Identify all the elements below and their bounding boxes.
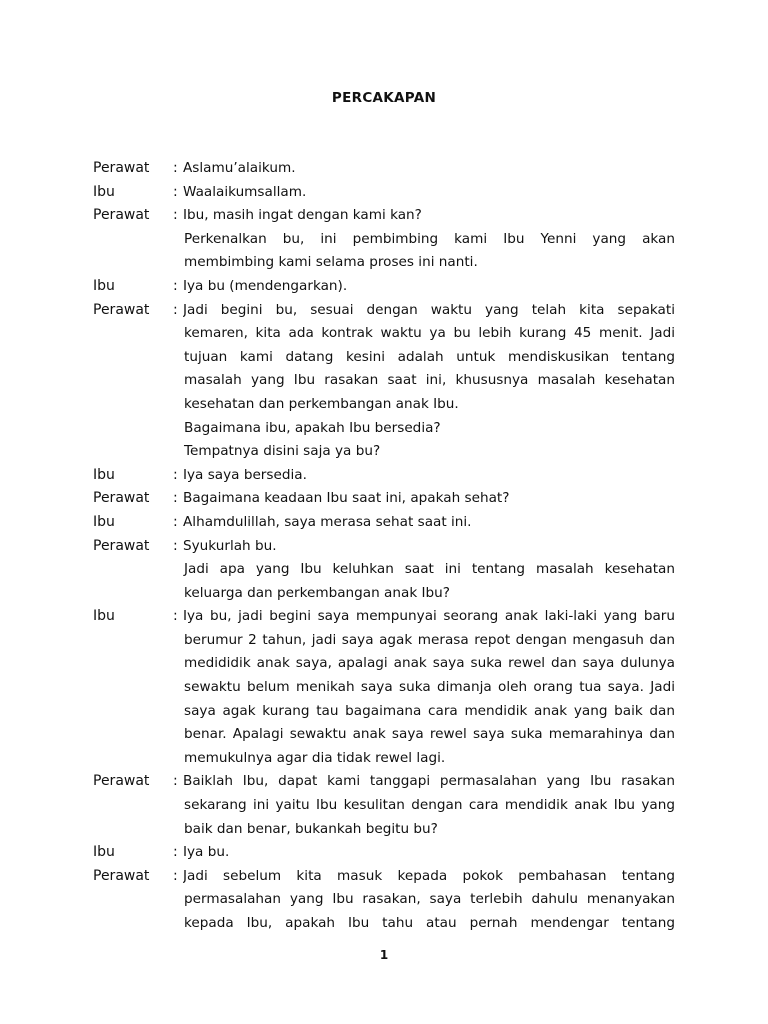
speaker-label: Ibu bbox=[93, 277, 115, 294]
utterance-line: baik dan benar, bukankah begitu bu? bbox=[184, 820, 438, 837]
utterance-line: tujuan kami datang kesini adalah untuk mendiskusikan tentang bbox=[184, 348, 675, 365]
utterance-line: Alhamdulillah, saya merasa sehat saat ini. bbox=[183, 513, 472, 530]
dialogue-turn bbox=[93, 299, 675, 464]
dialogue-turn bbox=[93, 511, 675, 535]
utterance-line: kepada Ibu, apakah Ibu tahu atau pernah mendengar tentang bbox=[184, 915, 675, 931]
utterance bbox=[183, 865, 675, 936]
speaker-label: Perawat bbox=[93, 773, 150, 790]
utterance-line: kemaren, kita ada kontrak waktu ya bu lebih kurang 45 menit. Jadi bbox=[184, 325, 675, 342]
page-number: 1 bbox=[379, 948, 389, 962]
utterance-line: Perkenalkan bu, ini pembimbing kami Ibu Yenni yang akan bbox=[184, 230, 675, 247]
utterance-line: keluarga dan perkembangan anak Ibu? bbox=[184, 584, 450, 601]
speaker-label: Ibu bbox=[93, 608, 115, 625]
utterance-line: Bagaimana ibu, apakah Ibu bersedia? bbox=[184, 419, 441, 436]
utterance-line: Iya bu. bbox=[183, 844, 230, 861]
dialogue-turn bbox=[93, 865, 675, 936]
utterance bbox=[183, 605, 675, 770]
utterance bbox=[183, 841, 675, 865]
speaker-colon: : bbox=[173, 844, 178, 861]
speaker-label: Perawat bbox=[93, 537, 150, 554]
utterance bbox=[183, 204, 675, 275]
page-title: PERCAKAPAN bbox=[331, 90, 437, 106]
utterance-line: Aslamu’alaikum. bbox=[183, 160, 296, 176]
utterance-line: Tempatnya disini saja ya bu? bbox=[184, 443, 381, 460]
utterance-line: membimbing kami selama proses ini nanti. bbox=[184, 254, 478, 271]
dialogue-turn bbox=[93, 181, 675, 205]
utterance-line: benar. Apalagi sewaktu anak saya rewel saya suka memarahinya dan bbox=[184, 726, 675, 743]
dialogue-turn bbox=[93, 770, 675, 841]
utterance-line: memukulnya agar dia tidak rewel lagi. bbox=[184, 749, 446, 766]
speaker-colon: : bbox=[173, 867, 178, 884]
speaker-label: Ibu bbox=[93, 513, 115, 530]
dialogue-turn bbox=[93, 157, 675, 181]
utterance-line: Jadi sebelum kita masuk kepada pokok pembahasan tentang bbox=[183, 867, 675, 884]
dialogue-turn bbox=[93, 535, 675, 606]
utterance-line: masalah yang Ibu rasakan saat ini, khususnya masalah kesehatan bbox=[184, 372, 675, 389]
speaker-label: Perawat bbox=[93, 867, 150, 884]
utterance bbox=[183, 535, 675, 606]
utterance-line: sekarang ini yaitu Ibu kesulitan dengan cara mendidik anak Ibu yang bbox=[184, 797, 675, 814]
utterance-line: Syukurlah bu. bbox=[183, 537, 277, 554]
utterance-line: Iya bu (mendengarkan). bbox=[183, 277, 348, 294]
speaker-label: Ibu bbox=[93, 466, 115, 483]
speaker-colon: : bbox=[173, 301, 178, 318]
utterance bbox=[183, 157, 675, 181]
utterance bbox=[183, 181, 675, 205]
dialogue-turn bbox=[93, 487, 675, 511]
speaker-colon: : bbox=[173, 160, 178, 176]
utterance-line: Ibu, masih ingat dengan kami kan? bbox=[183, 207, 422, 224]
utterance-line: Waalaikumsallam. bbox=[183, 183, 307, 200]
utterance bbox=[183, 487, 675, 511]
utterance-line: sewaktu belum menikah saya suka dimanja oleh orang tua saya. Jadi bbox=[184, 679, 675, 696]
utterance-line: medididik anak saya, apalagi anak saya suka rewel dan saya dulunya bbox=[184, 655, 675, 672]
dialogue-transcript bbox=[93, 157, 675, 936]
dialogue-turn bbox=[93, 464, 675, 488]
speaker-label: Perawat bbox=[93, 207, 150, 224]
utterance bbox=[183, 299, 675, 464]
utterance-line: berumur 2 tahun, jadi saya agak merasa repot dengan mengasuh dan bbox=[184, 631, 675, 648]
utterance bbox=[183, 511, 675, 535]
dialogue-turn bbox=[93, 275, 675, 299]
speaker-colon: : bbox=[173, 490, 178, 507]
utterance-line: saya agak kurang tau bagaimana cara mendidik anak yang baik dan bbox=[184, 702, 675, 719]
speaker-colon: : bbox=[173, 277, 178, 294]
speaker-colon: : bbox=[173, 466, 178, 483]
speaker-colon: : bbox=[173, 773, 178, 790]
speaker-colon: : bbox=[173, 183, 178, 200]
dialogue-turn bbox=[93, 605, 675, 770]
utterance-line: Jadi apa yang Ibu keluhkan saat ini tentang masalah kesehatan bbox=[184, 561, 675, 578]
dialogue-turn bbox=[93, 204, 675, 275]
speaker-colon: : bbox=[173, 513, 178, 530]
speaker-label: Ibu bbox=[93, 844, 115, 861]
utterance-line: Bagaimana keadaan Ibu saat ini, apakah sehat? bbox=[183, 490, 510, 507]
speaker-label: Ibu bbox=[93, 183, 115, 200]
utterance-line: permasalahan yang Ibu rasakan, saya terlebih dahulu menanyakan bbox=[184, 891, 675, 908]
speaker-colon: : bbox=[173, 207, 178, 224]
utterance bbox=[183, 464, 675, 488]
speaker-label: Perawat bbox=[93, 301, 150, 318]
utterance bbox=[183, 275, 675, 299]
speaker-label: Perawat bbox=[93, 160, 150, 176]
speaker-label: Perawat bbox=[93, 490, 150, 507]
utterance-line: Iya bu, jadi begini saya mempunyai seorang anak laki-laki yang baru bbox=[183, 608, 675, 625]
utterance-line: Iya saya bersedia. bbox=[183, 466, 307, 483]
utterance-line: Baiklah Ibu, dapat kami tanggapi permasalahan yang Ibu rasakan bbox=[183, 773, 675, 790]
speaker-colon: : bbox=[173, 537, 178, 554]
utterance-line: kesehatan dan perkembangan anak Ibu. bbox=[184, 395, 459, 412]
utterance-line: Jadi begini bu, sesuai dengan waktu yang telah kita sepakati bbox=[183, 301, 675, 318]
speaker-colon: : bbox=[173, 608, 178, 625]
dialogue-turn bbox=[93, 841, 675, 865]
utterance bbox=[183, 770, 675, 841]
